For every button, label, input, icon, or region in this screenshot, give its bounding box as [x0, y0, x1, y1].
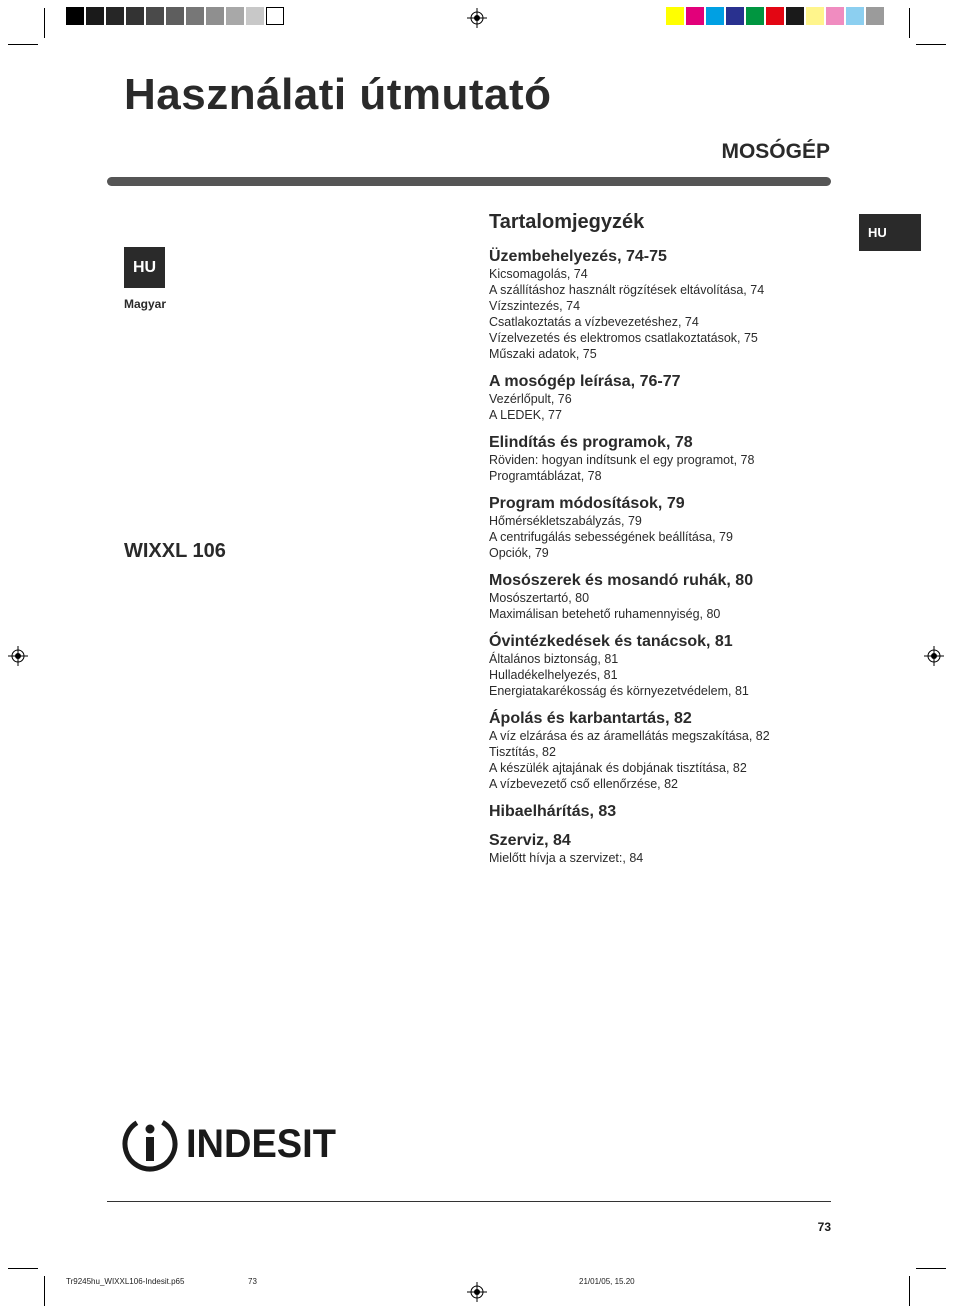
toc-section-title: Hibaelhárítás, 83	[489, 803, 617, 820]
toc-section-title: Óvintézkedések és tanácsok, 81	[489, 633, 733, 650]
color-swatch	[86, 7, 104, 25]
toc-section-title: Mosószerek és mosandó ruhák, 80	[489, 572, 754, 589]
toc-entry: Általános biztonság, 81	[489, 652, 619, 666]
logo-wordmark: INDESIT	[186, 1121, 336, 1166]
toc-entry: A víz elzárása és az áramellátás megszakítása, 82	[489, 729, 770, 743]
toc-entry: Vízszintezés, 74	[489, 299, 581, 313]
toc-entry: Mielőtt hívja a szervizet:, 84	[489, 851, 644, 865]
registration-mark-icon	[924, 646, 944, 666]
crop-mark	[8, 1268, 38, 1269]
toc-entry: Mosószertartó, 80	[489, 591, 590, 605]
color-swatch	[866, 7, 884, 25]
registration-mark-icon	[467, 8, 487, 28]
color-swatch	[206, 7, 224, 25]
toc-section	[489, 434, 829, 484]
toc-section	[489, 572, 829, 622]
registration-mark-icon	[8, 646, 28, 666]
crop-mark	[916, 1268, 946, 1269]
toc-section-title: Ápolás és karbantartás, 82	[489, 710, 692, 727]
toc-entry: Kicsomagolás, 74	[489, 267, 588, 281]
toc-section	[489, 710, 829, 792]
crop-mark	[44, 8, 45, 38]
toc-entry: A vízbevezető cső ellenőrzése, 82	[489, 777, 679, 791]
toc-entry: Programtáblázat, 78	[489, 469, 602, 483]
page-title: Használati útmutató	[124, 70, 552, 119]
language-label: Magyar	[124, 297, 167, 311]
color-swatch	[826, 7, 844, 25]
page-subtitle: MOSÓGÉP	[721, 140, 830, 163]
page-number: 73	[817, 1220, 831, 1234]
print-file-page: 73	[248, 1277, 257, 1286]
color-swatch	[766, 7, 784, 25]
toc-entry: Műszaki adatok, 75	[489, 347, 597, 361]
toc-entry: A centrifugálás sebességének beállítása, 79	[489, 530, 733, 544]
toc-entry: Energiatakarékosság és környezetvédelem, 81	[489, 684, 749, 698]
brand-logo	[122, 1116, 344, 1172]
toc-section	[489, 633, 829, 699]
color-swatch	[686, 7, 704, 25]
color-swatch	[666, 7, 684, 25]
registration-mark-icon	[467, 1282, 487, 1302]
color-swatch	[166, 7, 184, 25]
crop-mark	[909, 1276, 910, 1306]
color-swatch	[66, 7, 84, 25]
color-swatch	[246, 7, 264, 25]
language-badge: HU	[124, 247, 165, 288]
table-of-contents	[489, 211, 829, 877]
color-swatch	[146, 7, 164, 25]
color-swatch	[846, 7, 864, 25]
color-swatch	[186, 7, 204, 25]
crop-mark	[909, 8, 910, 38]
toc-heading: Tartalomjegyzék	[489, 211, 645, 233]
language-side-tab: HU	[859, 214, 921, 251]
color-swatch	[226, 7, 244, 25]
toc-entry: Hőmérsékletszabályzás, 79	[489, 514, 642, 528]
toc-section-title: Szerviz, 84	[489, 832, 571, 849]
crop-mark	[8, 44, 38, 45]
toc-entry: Maximálisan betehető ruhamennyiség, 80	[489, 607, 721, 621]
toc-entry: A készülék ajtajának és dobjának tisztítása, 82	[489, 761, 747, 775]
grey-color-bar	[66, 7, 286, 25]
footer-divider	[107, 1201, 831, 1202]
toc-entry: Hulladékelhelyezés, 81	[489, 668, 618, 682]
toc-entry: Vezérlőpult, 76	[489, 392, 572, 406]
color-swatch	[786, 7, 804, 25]
process-color-bar	[666, 7, 886, 25]
toc-section-title: Elindítás és programok, 78	[489, 434, 693, 451]
toc-section	[489, 373, 829, 423]
toc-section-title: Program módosítások, 79	[489, 495, 685, 512]
toc-entry: A szállításhoz használt rögzítések eltávolítása, 74	[489, 283, 765, 297]
toc-section	[489, 248, 829, 362]
toc-entry: Tisztítás, 82	[489, 745, 556, 759]
toc-entry: Röviden: hogyan indítsunk el egy programot, 78	[489, 453, 755, 467]
crop-mark	[44, 1276, 45, 1306]
toc-section	[489, 803, 829, 821]
color-swatch	[726, 7, 744, 25]
color-swatch	[126, 7, 144, 25]
toc-entry: Vízelvezetés és elektromos csatlakoztatások, 75	[489, 331, 758, 345]
color-swatch	[706, 7, 724, 25]
crop-mark	[916, 44, 946, 45]
toc-section	[489, 495, 829, 561]
header-divider	[107, 177, 831, 186]
color-swatch	[266, 7, 284, 25]
toc-sections	[489, 248, 829, 866]
print-timestamp: 21/01/05, 15.20	[579, 1277, 635, 1286]
toc-entry: Csatlakoztatás a vízbevezetéshez, 74	[489, 315, 699, 329]
toc-entry: A LEDEK, 77	[489, 408, 562, 422]
indesit-i-logo-icon	[122, 1116, 178, 1172]
toc-section-title: A mosógép leírása, 76-77	[489, 373, 681, 390]
color-swatch	[806, 7, 824, 25]
toc-section	[489, 832, 829, 866]
print-file-name: Tr9245hu_WIXXL106-Indesit.p65	[66, 1277, 185, 1286]
toc-entry: Opciók, 79	[489, 546, 549, 560]
toc-section-title: Üzembehelyezés, 74-75	[489, 248, 667, 265]
model-name: WIXXL 106	[124, 540, 226, 562]
color-swatch	[106, 7, 124, 25]
color-swatch	[746, 7, 764, 25]
